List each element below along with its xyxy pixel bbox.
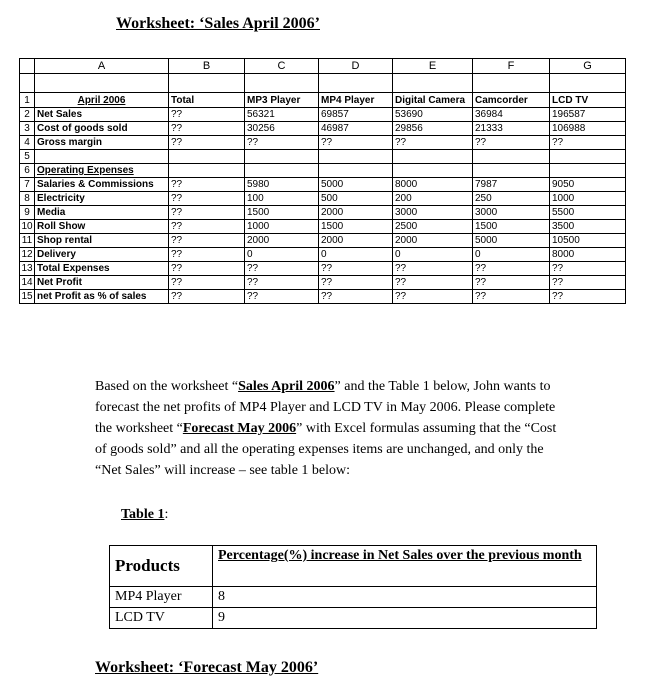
cell: ?? <box>169 192 245 206</box>
cell: 106988 <box>550 122 626 136</box>
table-row <box>20 136 626 150</box>
cell: MP3 Player <box>245 93 319 108</box>
cell: 36984 <box>473 108 550 122</box>
cell: ?? <box>473 276 550 290</box>
cell: Roll Show <box>35 220 169 234</box>
products-table <box>109 545 597 629</box>
table-header-row <box>110 546 597 587</box>
cell: net Profit as % of sales <box>35 290 169 304</box>
table-row <box>20 206 626 220</box>
worksheet-title-april: Worksheet: ‘Sales April 2006’ <box>116 15 320 32</box>
cell: ?? <box>169 262 245 276</box>
cell: ?? <box>393 136 473 150</box>
cell: ?? <box>169 234 245 248</box>
cell: 5500 <box>550 206 626 220</box>
cell <box>550 150 626 164</box>
cell: 10500 <box>550 234 626 248</box>
table-row <box>20 93 626 108</box>
cell: ?? <box>319 290 393 304</box>
paragraph-text: Based on the worksheet “ <box>95 379 239 394</box>
cell: 2000 <box>319 234 393 248</box>
row-number: 7 <box>20 178 35 192</box>
table-caption-suffix: : <box>164 507 169 522</box>
cell: ?? <box>245 262 319 276</box>
cell <box>35 150 169 164</box>
col-letter: A <box>35 59 169 74</box>
cell: ?? <box>550 136 626 150</box>
row-number: 14 <box>21 277 33 288</box>
cell: 2000 <box>393 234 473 248</box>
table-row <box>20 220 626 234</box>
row-number: 1 <box>20 93 35 108</box>
table-row <box>20 178 626 192</box>
spreadsheet-sales-april <box>19 58 626 304</box>
header-products: Products <box>110 546 213 587</box>
col-letter: C <box>245 59 319 74</box>
cell: 46987 <box>319 122 393 136</box>
cell: ?? <box>393 276 473 290</box>
table-row <box>110 587 597 608</box>
row-number: 10 <box>21 221 33 232</box>
cell: ?? <box>319 136 393 150</box>
product-cell: MP4 Player <box>110 587 213 608</box>
cell: 2000 <box>319 206 393 220</box>
cell <box>169 164 245 178</box>
table-row <box>20 248 626 262</box>
cell: 69857 <box>319 108 393 122</box>
cell: April 2006 <box>35 93 169 108</box>
cell: Net Sales <box>35 108 169 122</box>
cell: ?? <box>245 276 319 290</box>
cell <box>473 164 550 178</box>
worksheet-title-may: Worksheet: ‘Forecast May 2006’ <box>95 659 319 676</box>
cell: Digital Camera <box>393 93 473 108</box>
col-letter: D <box>319 59 393 74</box>
row-number: 12 <box>21 249 33 260</box>
sheet-reference: Forecast May 2006 <box>182 421 297 436</box>
product-cell: LCD TV <box>110 608 213 629</box>
cell: ?? <box>473 136 550 150</box>
table-row <box>20 234 626 248</box>
spacer-row <box>20 74 626 93</box>
cell: 200 <box>393 192 473 206</box>
cell: ?? <box>393 290 473 304</box>
cell <box>550 164 626 178</box>
cell: MP4 Player <box>319 93 393 108</box>
cell: ?? <box>319 262 393 276</box>
cell: Electricity <box>35 192 169 206</box>
sheet-reference: Sales April 2006 <box>238 379 335 394</box>
cell <box>245 150 319 164</box>
paragraph-text: ” and the Table 1 below, John wants to forecast the net profits of MP4 Player and LCD TV in May 2006. Please complete the worksheet “ <box>95 379 556 436</box>
cell: Delivery <box>35 248 169 262</box>
cell: Camcorder <box>473 93 550 108</box>
cell: 3000 <box>393 206 473 220</box>
cell <box>319 150 393 164</box>
header-percentage: Percentage(%) increase in Net Sales over the previous month <box>213 546 597 587</box>
table-row <box>20 262 626 276</box>
cell: ?? <box>550 276 626 290</box>
cell: ?? <box>169 206 245 220</box>
cell: ?? <box>550 262 626 276</box>
cell: Net Profit <box>35 276 169 290</box>
row-number: 2 <box>20 108 35 122</box>
cell: ?? <box>319 276 393 290</box>
cell: 3500 <box>550 220 626 234</box>
cell: Total Expenses <box>35 262 169 276</box>
col-letter: G <box>550 59 626 74</box>
cell: 0 <box>473 248 550 262</box>
cell: 5000 <box>319 178 393 192</box>
cell: ?? <box>169 220 245 234</box>
col-letter: B <box>169 59 245 74</box>
cell: ?? <box>169 136 245 150</box>
table-row <box>20 276 626 290</box>
cell: ?? <box>169 290 245 304</box>
cell: 30256 <box>245 122 319 136</box>
cell: ?? <box>473 290 550 304</box>
table-row <box>110 608 597 629</box>
cell: Total <box>169 93 245 108</box>
row-number: 15 <box>21 291 33 302</box>
cell: 0 <box>245 248 319 262</box>
instruction-paragraph <box>95 376 570 481</box>
paragraph-text: ” with Excel formulas assuming that the “Cost of goods sold” and all the operating expenses items are unchanged, and only the “Net Sales” will increase – see table 1 below: <box>95 421 557 478</box>
cell: Cost of goods sold <box>35 122 169 136</box>
row-number: 8 <box>20 192 35 206</box>
cell: ?? <box>169 122 245 136</box>
table-caption-label: Table 1 <box>121 507 165 522</box>
cell: ?? <box>169 276 245 290</box>
cell: 53690 <box>393 108 473 122</box>
cell: 8000 <box>550 248 626 262</box>
cell: Media <box>35 206 169 220</box>
cell <box>319 164 393 178</box>
cell: 0 <box>319 248 393 262</box>
cell: ?? <box>169 178 245 192</box>
cell: 56321 <box>245 108 319 122</box>
table-row <box>20 122 626 136</box>
cell: 1000 <box>550 192 626 206</box>
cell: 0 <box>393 248 473 262</box>
row-number: 3 <box>20 122 35 136</box>
cell: 2500 <box>393 220 473 234</box>
percentage-cell: 8 <box>213 587 597 608</box>
row-number: 5 <box>20 150 35 164</box>
cell: 250 <box>473 192 550 206</box>
cell: 5980 <box>245 178 319 192</box>
cell: ?? <box>473 262 550 276</box>
cell <box>169 150 245 164</box>
table-caption <box>121 507 168 523</box>
cell: 1500 <box>473 220 550 234</box>
row-number: 9 <box>20 206 35 220</box>
cell <box>393 164 473 178</box>
cell: 5000 <box>473 234 550 248</box>
corner-cell <box>20 59 35 74</box>
cell: 1500 <box>319 220 393 234</box>
table-row <box>20 108 626 122</box>
cell: ?? <box>169 108 245 122</box>
row-number: 6 <box>20 164 35 178</box>
cell: 21333 <box>473 122 550 136</box>
cell: ?? <box>169 248 245 262</box>
cell: 8000 <box>393 178 473 192</box>
table-row <box>20 192 626 206</box>
percentage-cell: 9 <box>213 608 597 629</box>
cell <box>245 164 319 178</box>
cell: ?? <box>550 290 626 304</box>
table-row <box>20 164 626 178</box>
cell: ?? <box>393 262 473 276</box>
cell: 29856 <box>393 122 473 136</box>
cell <box>393 150 473 164</box>
table-row <box>20 290 626 304</box>
cell: 9050 <box>550 178 626 192</box>
cell: Operating Expenses <box>35 164 169 178</box>
row-number: 13 <box>21 263 33 274</box>
col-letter: F <box>473 59 550 74</box>
cell: LCD TV <box>550 93 626 108</box>
table-row <box>20 150 626 164</box>
cell: 3000 <box>473 206 550 220</box>
cell: Shop rental <box>35 234 169 248</box>
cell <box>473 150 550 164</box>
cell: ?? <box>245 290 319 304</box>
col-letter: E <box>393 59 473 74</box>
cell: 500 <box>319 192 393 206</box>
cell: 1000 <box>245 220 319 234</box>
cell: 100 <box>245 192 319 206</box>
cell: Salaries & Commissions <box>35 178 169 192</box>
cell: Gross margin <box>35 136 169 150</box>
row-number: 11 <box>20 234 35 248</box>
cell: 1500 <box>245 206 319 220</box>
cell: 196587 <box>550 108 626 122</box>
cell: 7987 <box>473 178 550 192</box>
cell: 2000 <box>245 234 319 248</box>
cell: ?? <box>245 136 319 150</box>
column-header-row <box>20 59 626 74</box>
row-number: 4 <box>20 136 35 150</box>
